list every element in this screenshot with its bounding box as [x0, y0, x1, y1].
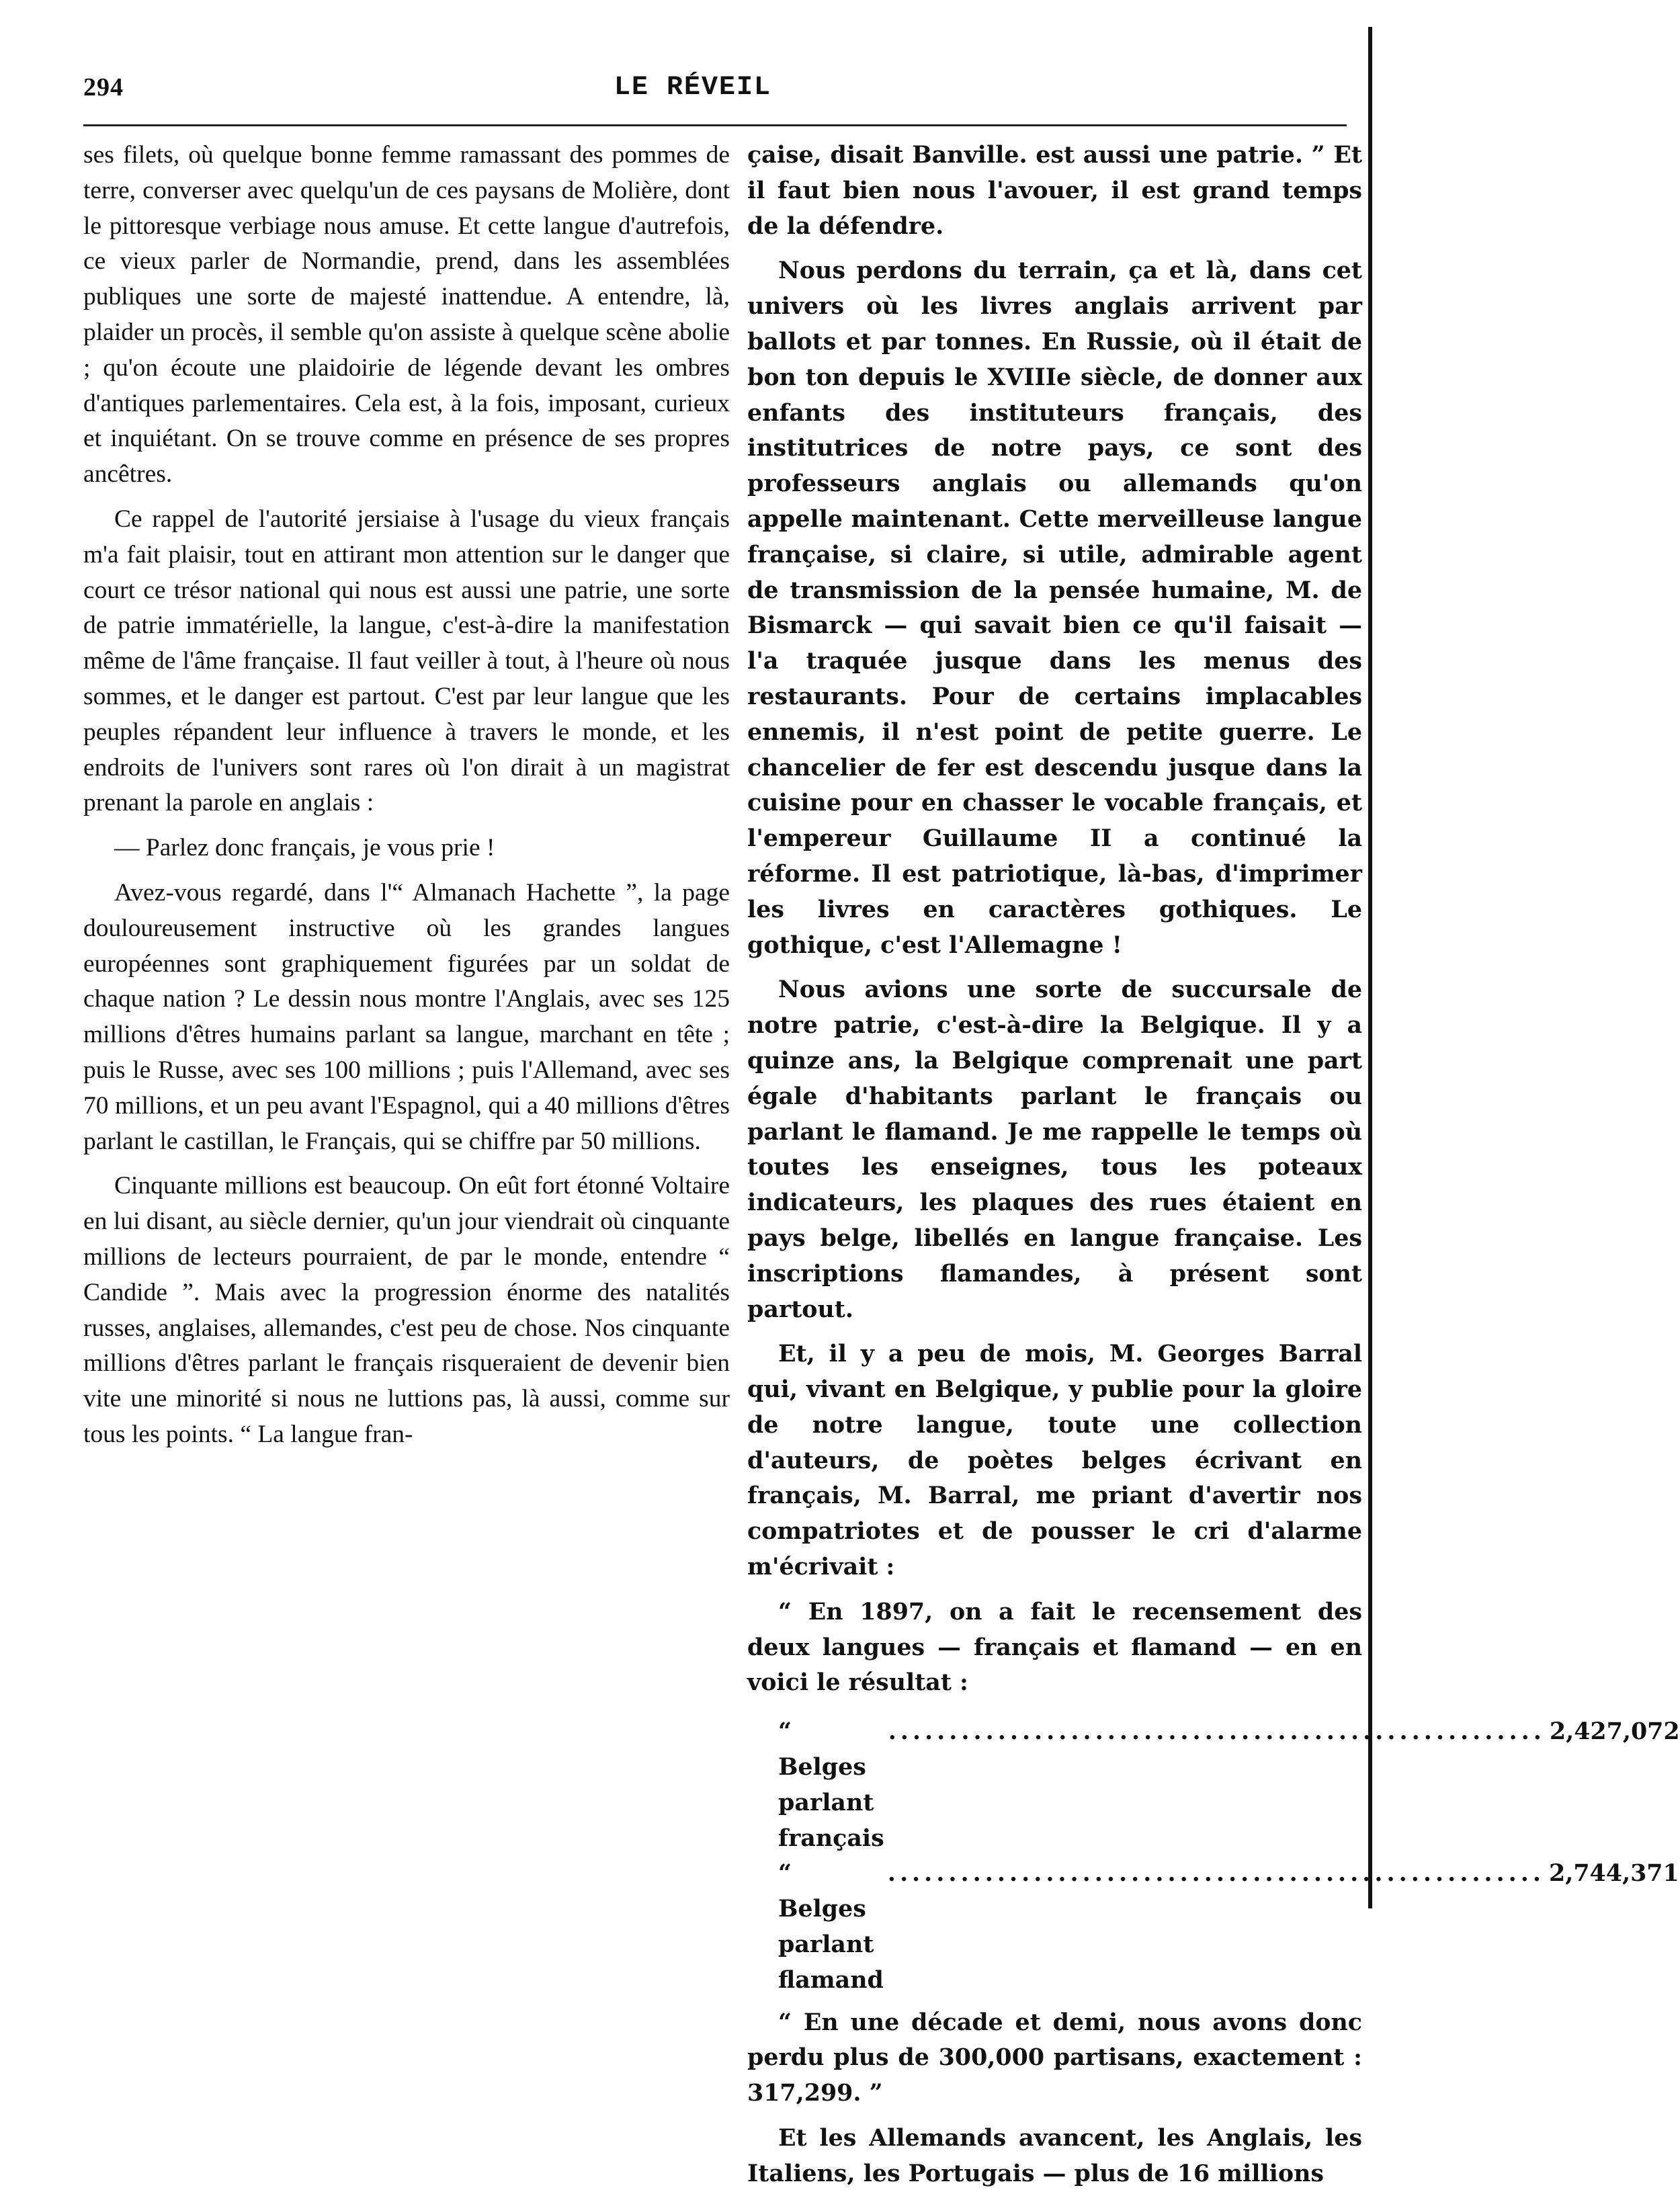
running-title: LE RÉVEIL [614, 73, 772, 103]
census-row [747, 1856, 1679, 1998]
paragraph: — Parlez donc français, je vous prie ! [114, 834, 495, 862]
paragraph: “ En 1897, on a fait le recensement des deux langues — français et flamand — en en voici le résultat : [747, 1597, 1362, 1697]
paragraph: Et les Allemands avancent, les Anglais, les Italiens, les Portugais — plus de 16 millions [747, 2124, 1362, 2187]
page-header [0, 73, 1386, 113]
census-value: 2,427,072 [1549, 1718, 1680, 1746]
leader-dots [884, 1856, 1549, 1892]
paragraph: Et, il y a peu de mois, M. Georges Barral qui, vivant en Belgique, y publie pour la gloire de notre langue, toute une collection d'auteurs, de poètes belges écrivant en français, M. Barral, me priant d'avertir nos compatriotes et de pousser le cri d'alarme m'écrivait : [747, 1340, 1362, 1581]
header-rule [83, 124, 1347, 126]
left-column [83, 138, 730, 1898]
leader-dots [884, 1714, 1550, 1750]
paragraph: Avez-vous regardé, dans l'“ Almanach Hachette ”, la page douloureusement instructive où les grandes langues européennes sont graphiquement figurées par un soldat de chaque nation ? Le dessin nous montre l'Anglais, avec ses 125 millions d'êtres humains parlant sa langue, marchant en tête ; puis le Russe, avec ses 100 millions ; puis l'Allemand, avec ses 70 millions, et un peu avant l'Espagnol, qui a 40 millions d'êtres parlant le castillan, le Français, qui se chiffre par 50 millions. [83, 878, 730, 1155]
census-label: “ Belges parlant français [778, 1718, 884, 1852]
census-row [747, 1714, 1680, 1856]
paragraph: Nous avions une sorte de succursale de notre patrie, c'est-à-dire la Belgique. Il y a quinze ans, la Belgique comprenait une part égale d'habitants parlant le français ou parlant le flamand. Je me rappelle le temps où toutes les enseignes, tous les poteaux indicateurs, les plaques des rues étaient en pays belge, libellés en langue française. Les inscriptions flamandes, à présent sont partout. [747, 976, 1362, 1323]
right-column [747, 138, 1680, 2187]
page-number: 294 [83, 73, 124, 101]
paragraph: Nous perdons du terrain, ça et là, dans cet univers où les livres anglais arrivent par ballots et par tonnes. En Russie, où il était de bon ton depuis le XVIIIe siècle, de donner aux enfants des instituteurs français, des institutrices de notre pays, ce sont des professeurs anglais ou allemands qu'on appelle maintenant. Cette merveilleuse langue française, si claire, si utile, admirable agent de transmission de la pensée humaine, M. de Bismarck — qui savait bien ce qu'il faisait — l'a traquée jusque dans les menus des restaurants. Pour de certains implacables ennemis, il n'est point de petite guerre. Le chancelier de fer est descendu jusque dans la cuisine pour en chasser le vocable français, et l'empereur Guillaume II a continué la réforme. Il est patriotique, là-bas, d'imprimer les livres en caractères gothiques. Le gothique, c'est l'Allemagne ! [747, 257, 1362, 959]
page-edge-bar [1368, 27, 1372, 1908]
census-value: 2,744,371 [1549, 1859, 1679, 1888]
census-table [747, 1714, 1680, 1998]
paragraph: “ En une décade et demi, nous avons donc perdu plus de 300,000 partisans, exactement : 317,299. ” [747, 2008, 1362, 2107]
paragraph: çaise, disait Banville. est aussi une patrie. ” Et il faut bien nous l'avouer, il est grand temps de la défendre. [747, 141, 1362, 240]
census-label: “ Belges parlant flamand [778, 1859, 884, 1994]
paragraph: Cinquante millions est beaucoup. On eût fort étonné Voltaire en lui disant, au siècle dernier, qu'un jour viendrait où cinquante millions de lecteurs pourraient, de par le monde, entendre “ Candide ”. Mais avec la progression énorme des natalités russes, anglaises, allemandes, c'est peu de chose. Nos cinquante millions d'êtres parlant le français risqueraient de devenir bien vite une minorité si nous ne luttions pas, là aussi, comme sur tous les points. “ La langue fran- [83, 1172, 730, 1448]
paragraph: ses filets, où quelque bonne femme ramassant des pommes de terre, converser avec quelqu'un de ces paysans de Molière, dont le pittoresque verbiage nous amuse. Et cette langue d'autrefois, ce vieux parler de Normandie, prend, dans les assemblées publiques une sorte de majesté inattendue. A entendre, là, plaider un procès, il semble qu'on assiste à quelque scène abolie ; qu'on écoute une plaidoirie de légende devant les ombres d'antiques parlementaires. Cela est, à la fois, imposant, curieux et inquiétant. On se trouve comme en présence de ses propres ancêtres. [83, 141, 730, 489]
paragraph: Ce rappel de l'autorité jersiaise à l'usage du vieux français m'a fait plaisir, tout en attirant mon attention sur le danger que court ce trésor national qui nous est aussi une patrie, une sorte de patrie immatérielle, la langue, c'est-à-dire la manifestation même de l'âme française. Il faut veiller à tout, à l'heure où nous sommes, et le danger est partout. C'est par leur langue que les peuples répandent leur influence à travers le monde, et les endroits de l'univers sont rares où l'on dirait à un magistrat prenant la parole en anglais : [83, 505, 730, 817]
